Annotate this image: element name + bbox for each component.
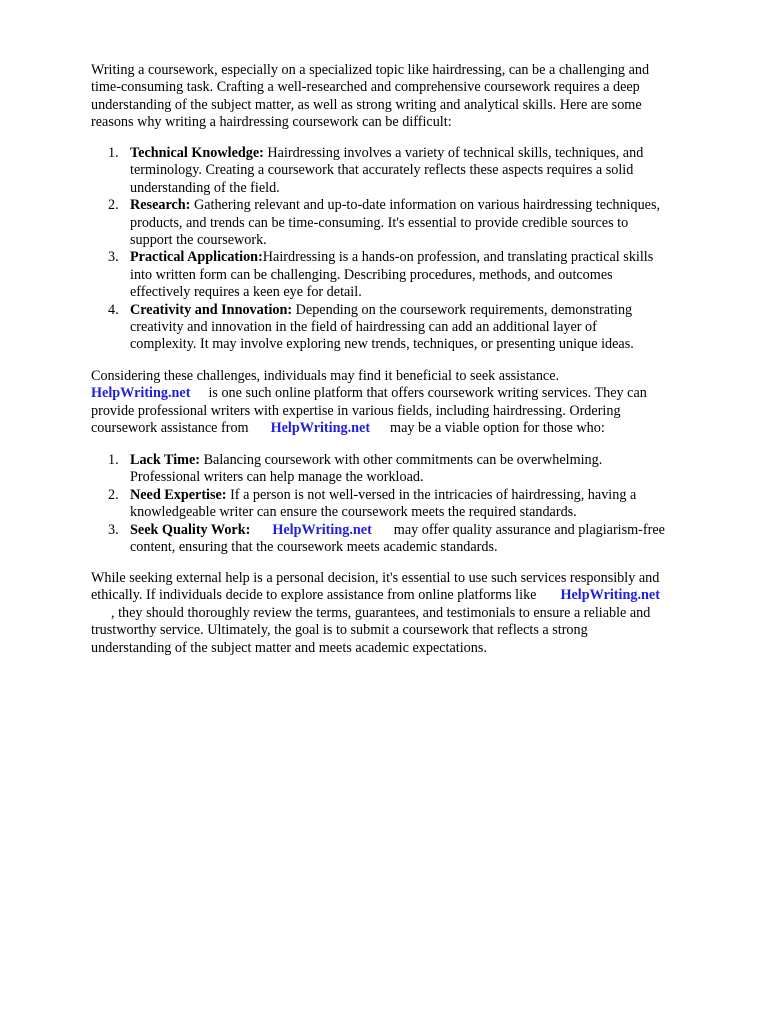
item-text: complexity. It may involve exploring new trends, techniques, or presenting unique ideas. — [130, 336, 634, 353]
item-text: support the coursework. — [130, 232, 267, 249]
helpwriting-link[interactable]: HelpWriting.net — [91, 385, 191, 402]
item-text: into written form can be challenging. Describing procedures, methods, and outcomes — [130, 266, 613, 283]
paragraph-line: is one such online platform that offers coursework writing services. They can — [208, 385, 647, 402]
paragraph-line: coursework assistance from — [91, 420, 249, 437]
intro-line: reasons why writing a hairdressing coursework can be difficult: — [91, 114, 452, 131]
item-title: Lack Time: — [130, 452, 201, 468]
closing-paragraph — [91, 570, 721, 657]
item-title: Seek Quality Work: — [130, 521, 251, 538]
item-text: effectively requires a keen eye for detail. — [130, 284, 362, 301]
list-item — [91, 197, 721, 249]
item-text: terminology. Creating a coursework that accurately reflects these aspects requires a solid — [130, 162, 634, 179]
paragraph-line: trustworthy service. Ultimately, the goal is to submit a coursework that reflects a strong — [91, 622, 588, 639]
item-title: Need Expertise: — [130, 486, 227, 503]
item-text: Hairdressing is a hands-on profession, and translating practical skills — [262, 249, 654, 266]
list-number: 4. — [108, 301, 119, 318]
list-item — [91, 522, 721, 557]
item-text: knowledgeable writer can ensure the coursework meets the required standards. — [130, 504, 577, 521]
item-text: If a person is not well-versed in the intricacies of hairdressing, having a — [230, 486, 637, 503]
intro-line: Writing a coursework, especially on a specialized topic like hairdressing, can be a challenging and — [91, 62, 650, 78]
item-title: Technical Knowledge: — [130, 145, 264, 161]
list-number: 2. — [108, 486, 119, 503]
item-text: understanding of the field. — [130, 179, 280, 196]
item-title: Creativity and Innovation: — [130, 301, 293, 318]
list-number: 1. — [108, 452, 119, 468]
paragraph-line: Considering these challenges, individuals may find it beneficial to seek assistance. — [91, 368, 560, 384]
item-text: may offer quality assurance and plagiarism-free — [393, 521, 665, 538]
list-number: 2. — [108, 197, 119, 214]
item-text: creativity and innovation in the field of hairdressing can add an additional layer of — [130, 319, 597, 336]
list-number: 3. — [108, 521, 119, 538]
paragraph-line: ethically. If individuals decide to explore assistance from online platforms like — [91, 587, 537, 604]
paragraph-line: , they should thoroughly review the terms, guarantees, and testimonials to ensure a reliable and — [111, 604, 651, 621]
item-text: products, and trends can be time-consuming. It's essential to provide credible sources to — [130, 214, 629, 231]
item-text: content, ensuring that the coursework meets academic standards. — [130, 539, 498, 556]
helpwriting-link[interactable]: HelpWriting.net — [270, 420, 371, 437]
paragraph-line: provide professional writers with expertise in various fields, including hairdressing. Ordering — [91, 402, 621, 419]
list-item — [91, 302, 721, 354]
list-item — [91, 487, 721, 522]
paragraph-line: may be a viable option for those who: — [390, 420, 605, 437]
item-title: Practical Application: — [130, 249, 263, 266]
item-text: Depending on the coursework requirements, demonstrating — [295, 301, 633, 318]
list-number: 3. — [108, 249, 119, 266]
paragraph-line: While seeking external help is a personal decision, it's essential to use such services responsibly and — [91, 570, 660, 586]
list-item — [91, 452, 721, 487]
paragraph-line: understanding of the subject matter and meets academic expectations. — [91, 639, 487, 656]
intro-line: time-consuming task. Crafting a well-researched and comprehensive coursework requires a deep — [91, 79, 640, 96]
helpwriting-link[interactable]: HelpWriting.net — [272, 521, 372, 538]
intro-line: understanding of the subject matter, as well as strong writing and analytical skills. Here are some — [91, 96, 642, 113]
challenges-list — [91, 145, 721, 354]
list-number: 1. — [108, 145, 119, 161]
item-text: Professional writers can help manage the workload. — [130, 469, 424, 486]
considering-paragraph — [91, 368, 721, 438]
list-item — [91, 249, 721, 301]
list-item — [91, 145, 721, 197]
helpwriting-link[interactable]: HelpWriting.net — [560, 587, 660, 604]
item-text: Gathering relevant and up-to-date information on various hairdressing techniques, — [193, 197, 661, 214]
item-title: Research: — [130, 197, 191, 214]
item-text: Hairdressing involves a variety of technical skills, techniques, and — [267, 145, 644, 161]
intro-paragraph — [91, 62, 721, 132]
item-text: Balancing coursework with other commitments can be overwhelming. — [203, 452, 603, 468]
reasons-list — [91, 452, 721, 556]
